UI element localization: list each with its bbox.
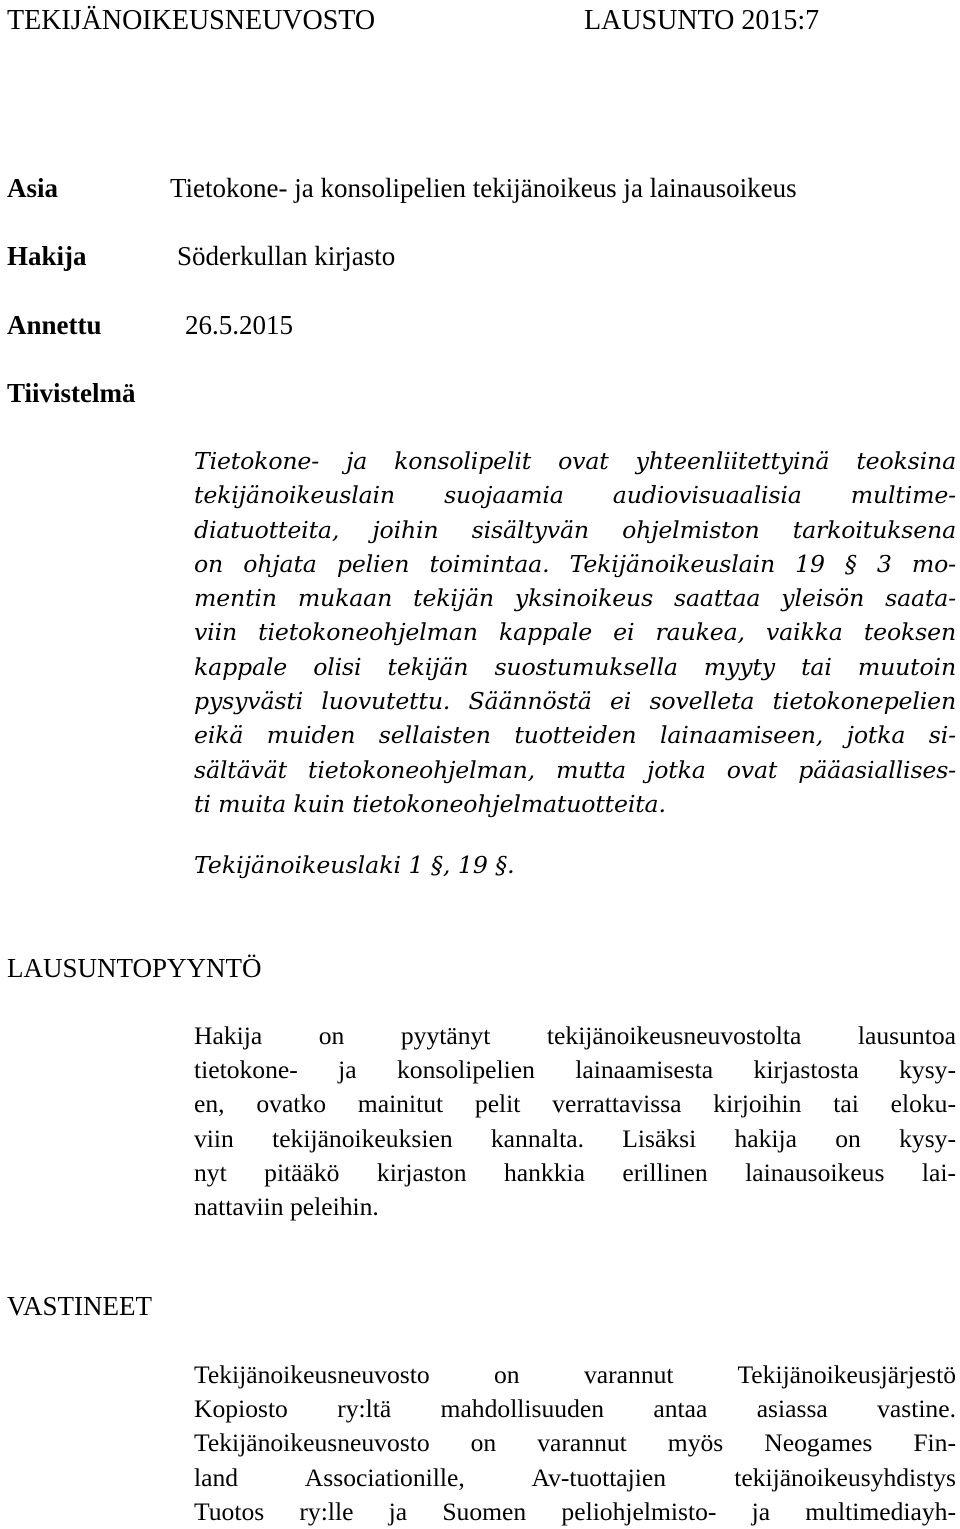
responses-line: land Associationille, Av-tuottajien tekijänoikeusyhdistys [194,1462,956,1492]
summary-line: ti muita kuin tietokoneohjelmatuotteita. [194,789,666,818]
statement-number: LAUSUNTO 2015:7 [584,5,820,36]
responses-line: Tuotos ry:lle ja Suomen peliohjelmisto- ja multimediayh- [194,1496,956,1526]
responses-line: Tekijänoikeusneuvosto on varannut Tekijänoikeusjärjestö [194,1360,956,1389]
applicant-value: Söderkullan kirjasto [177,241,396,271]
request-line: nattaviin peleihin. [194,1192,379,1222]
summary-line: pysyvästi luovutettu. Säännöstä ei sovelleta tietokonepelien [194,687,956,716]
responses-text [194,1358,956,1529]
summary-line: eikä muiden sellaisten tuotteiden lainaamiseen, jotka si- [194,721,956,750]
responses-heading: VASTINEET [7,1291,152,1321]
subject-value: Tietokone- ja konsolipelien tekijänoikeus ja lainausoikeus [170,173,797,203]
request-line: en, ovatko mainitut pelit verrattavissa kirjoihin tai eloku- [194,1089,956,1119]
summary-line: tekijänoikeuslain suojaamia audiovisuaalisia multime- [194,481,956,510]
organization-name: TEKIJÄNOIKEUSNEUVOSTO [7,5,376,36]
summary-line: kappale olisi tekijän suostumuksella myyty tai muutoin [194,652,956,681]
summary-heading: Tiivistelmä [7,378,136,408]
responses-line: Kopiosto ry:ltä mahdollisuuden antaa asiassa vastine. [194,1394,956,1424]
responses-line: Tekijänoikeusneuvosto on varannut myös Neogames Fin- [194,1428,956,1458]
request-line: nyt pitääkö kirjaston hankkia erillinen lainausoikeus lai- [194,1157,956,1187]
summary-line: sältävät tietokoneohjelman, mutta jotka ovat pääasiallises- [194,755,956,784]
law-reference: Tekijänoikeuslaki 1 §, 19 §. [194,851,515,879]
request-line: viin tekijänoikeuksien kannalta. Lisäksi hakija on kysy- [194,1123,956,1153]
request-heading: LAUSUNTOPYYNTÖ [7,953,262,983]
issued-value: 26.5.2015 [185,310,293,340]
request-text [194,1019,956,1224]
summary-line: on ohjata pelien toimintaa. Tekijänoikeuslain 19 § 3 mo- [194,549,956,578]
summary-line: diatuotteita, joihin sisältyvän ohjelmiston tarkoituksena [194,515,956,544]
subject-label: Asia [7,173,59,203]
issued-label: Annettu [7,310,102,340]
applicant-label: Hakija [7,241,87,271]
request-line: Hakija on pyytänyt tekijänoikeusneuvostolta lausuntoa [194,1021,956,1050]
summary-line: Tietokone- ja konsolipelit ovat yhteenliitettyinä teoksina [194,447,956,475]
summary-line: viin tietokoneohjelman kappale ei raukea, vaikka teoksen [194,618,956,647]
request-line: tietokone- ja konsolipelien lainaamisesta kirjastosta kysy- [194,1055,956,1085]
summary-line: mentin mukaan tekijän yksinoikeus saattaa yleisön saata- [194,584,956,613]
summary-text [194,444,956,821]
